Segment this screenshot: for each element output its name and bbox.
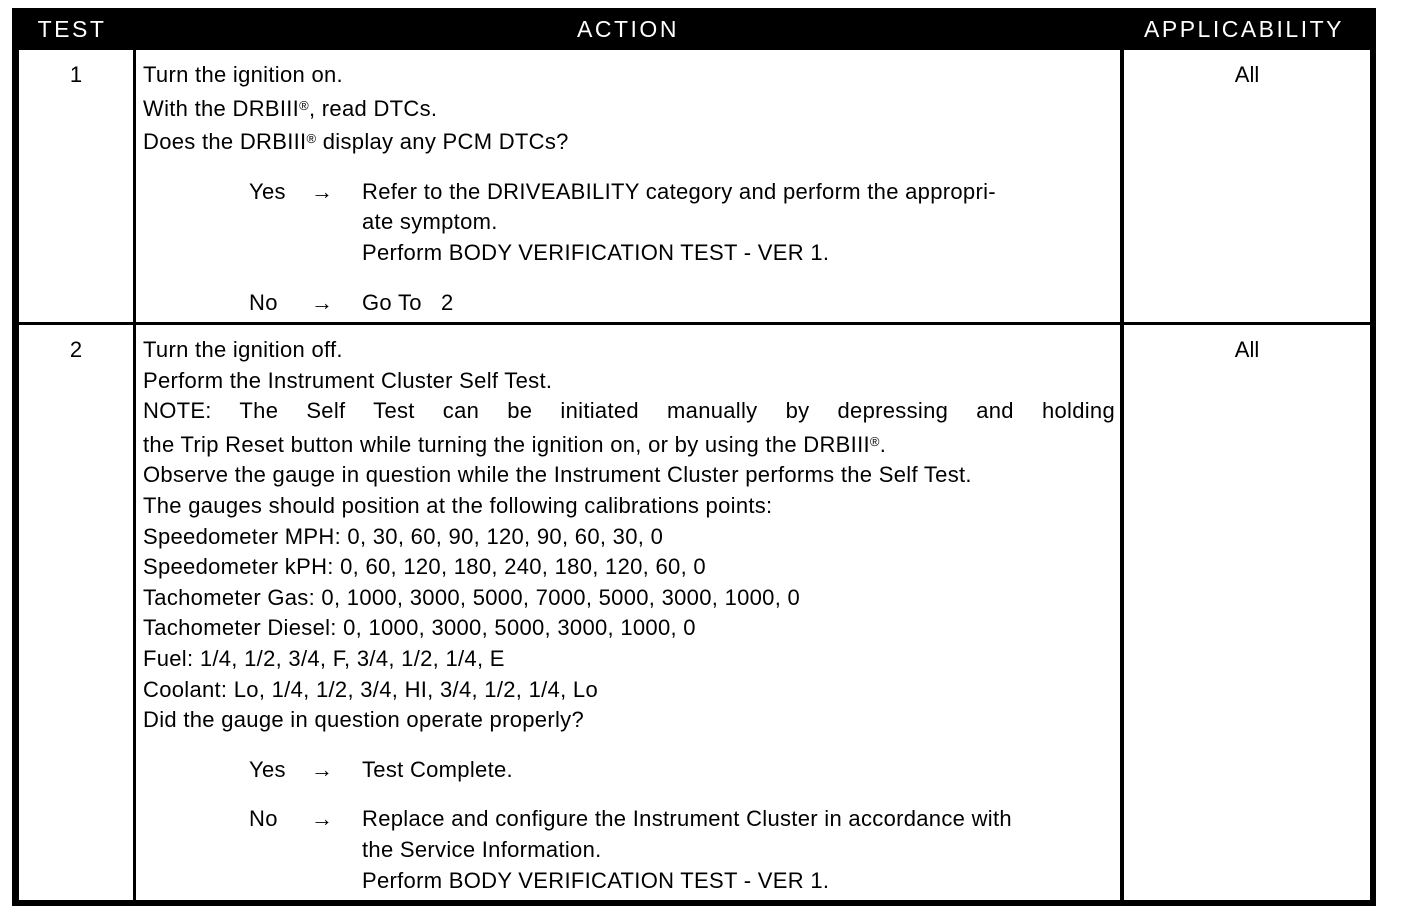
action-line: Observe the gauge in question while the Instrument Cluster performs the Self Test. — [143, 462, 972, 488]
test-number: 2 — [69, 337, 83, 362]
applicability-value: All — [1234, 62, 1260, 87]
action-line: Speedometer MPH: 0, 30, 60, 90, 120, 90, 60, 30, 0 — [143, 523, 664, 549]
table-header — [12, 8, 1376, 50]
action-line: Did the gauge in question operate properly? — [143, 707, 584, 733]
applicability-value: All — [1234, 337, 1260, 362]
action-text: display any PCM DTCs? — [316, 129, 569, 155]
header-action: ACTION — [577, 16, 679, 42]
action-text: the Trip Reset button while turning the ignition on, or by using the DRBIII — [143, 431, 870, 457]
right-arrow-icon: → — [311, 806, 334, 832]
row-2-action-text — [143, 335, 1115, 896]
action-text: With the DRBIII — [143, 95, 300, 121]
right-arrow-icon: → — [311, 178, 334, 204]
outcome-line: ate symptom. — [362, 209, 498, 235]
registered-mark: ® — [306, 131, 317, 147]
outcome-line: the Service Information. — [362, 836, 602, 862]
outcome-text — [362, 177, 1115, 269]
action-line: Turn the ignition on. — [143, 62, 343, 87]
outcome-text — [362, 804, 1115, 896]
action-line — [143, 91, 1115, 125]
outcome-no — [143, 288, 1115, 319]
header-test: TEST — [37, 16, 107, 42]
action-text: . — [879, 431, 887, 457]
action-line — [143, 124, 1115, 158]
outcome-line: Perform BODY VERIFICATION TEST - VER 1. — [362, 867, 830, 893]
action-line: NOTE: The Self Test can be initiated manually by depressing and holding — [143, 398, 1115, 424]
row-2-action-cell — [136, 325, 1120, 900]
row-1-action-cell — [136, 50, 1120, 322]
action-line: Coolant: Lo, 1/4, 1/2, 3/4, HI, 3/4, 1/2, 1/4, Lo — [143, 676, 598, 702]
outcome-yes — [143, 177, 1115, 269]
outcome-label: No — [249, 806, 278, 832]
header-applicability: APPLICABILITY — [1144, 16, 1344, 42]
outcome-line: Perform BODY VERIFICATION TEST - VER 1. — [362, 239, 830, 265]
outcome-no — [143, 804, 1115, 896]
diagnostic-test-table — [12, 8, 1376, 906]
row-2-test-cell — [19, 325, 133, 900]
right-arrow-icon: → — [311, 756, 334, 782]
action-line: Tachometer Gas: 0, 1000, 3000, 5000, 7000, 5000, 3000, 1000, 0 — [143, 584, 801, 610]
registered-mark: ® — [869, 433, 880, 449]
action-line: Speedometer kPH: 0, 60, 120, 180, 240, 180, 120, 60, 0 — [143, 554, 706, 580]
outcome-yes — [143, 755, 1115, 786]
outcome-line: Test Complete. — [362, 756, 513, 782]
outcome-label: Yes — [249, 756, 286, 782]
action-text: Does the DRBIII — [143, 129, 307, 155]
row-1-applicability-cell — [1124, 50, 1370, 322]
outcome-line: Refer to the DRIVEABILITY category and perform the appropri- — [362, 178, 996, 204]
action-line: Tachometer Diesel: 0, 1000, 3000, 5000, 3000, 1000, 0 — [143, 615, 696, 641]
action-text: , read DTCs. — [308, 95, 438, 121]
outcome-label: No — [249, 289, 278, 315]
outcome-text — [362, 755, 1115, 786]
outcome-line: Replace and configure the Instrument Cluster in accordance with — [362, 806, 1012, 832]
action-line: Fuel: 1/4, 1/2, 3/4, F, 3/4, 1/2, 1/4, E — [143, 645, 505, 671]
action-line: The gauges should position at the following calibrations points: — [143, 492, 773, 518]
outcome-line: Go To 2 — [362, 289, 454, 315]
action-line: Turn the ignition off. — [143, 337, 343, 362]
outcome-text — [362, 288, 1115, 319]
row-2-applicability-cell — [1124, 325, 1370, 900]
test-number: 1 — [69, 62, 83, 87]
action-line: Perform the Instrument Cluster Self Test. — [143, 367, 553, 393]
outcome-label: Yes — [249, 178, 286, 204]
registered-mark: ® — [299, 97, 309, 113]
row-1-action-text — [143, 60, 1115, 318]
row-1-test-cell — [19, 50, 133, 322]
action-line — [143, 427, 1115, 461]
right-arrow-icon: → — [311, 289, 334, 315]
